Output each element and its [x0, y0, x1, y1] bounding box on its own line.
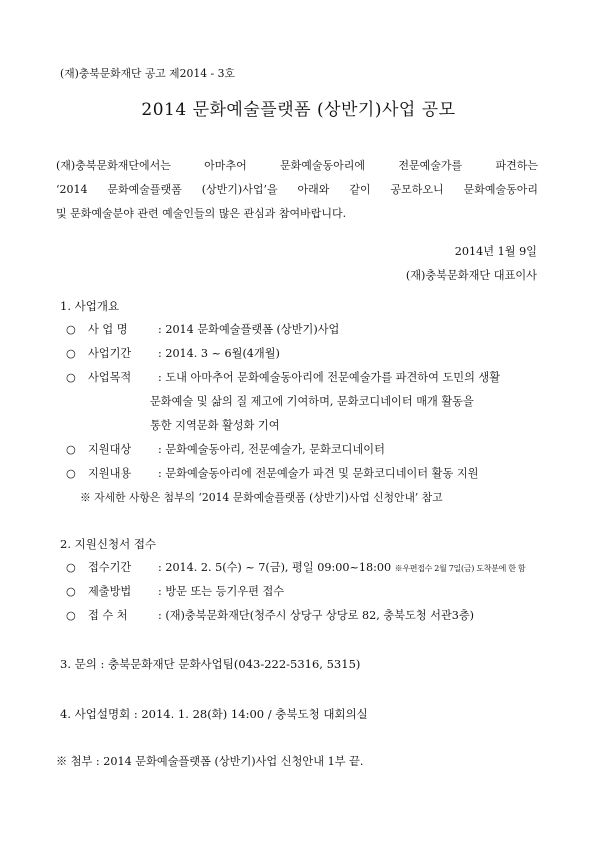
briefing-session: 4. 사업설명회 : 2014. 1. 28(화) 14:00 / 충북도청 대회의실	[60, 707, 368, 721]
mail-note: ※우편접수 2월 7일(금) 도착분에 한 함	[394, 564, 526, 573]
bullet-icon: ○	[66, 371, 76, 384]
list-item	[66, 608, 474, 624]
item-value: : 2014. 2. 5(수) ~ 7(금), 평일 09:00~18:00	[158, 561, 395, 574]
list-item	[66, 370, 500, 386]
bullet-icon: ○	[66, 585, 76, 598]
reference-note: ※ 자세한 사항은 첨부의 ‘2014 문화예술플랫폼 (상반기)사업 신청안내’ 참고	[80, 491, 443, 504]
item-label: 사 업 명	[88, 323, 128, 336]
item-label: 제출방법	[88, 585, 132, 598]
bullet-icon: ○	[66, 561, 76, 574]
bullet-icon: ○	[66, 609, 76, 622]
announcement-number: (재)충북문화재단 공고 제2014 - 3호	[60, 67, 235, 80]
item-label: 사업목적	[88, 371, 132, 384]
list-item	[66, 346, 280, 362]
list-item	[66, 442, 385, 458]
list-item	[66, 322, 339, 338]
item-label: 접 수 처	[88, 609, 128, 622]
item-value: : 도내 아마추어 문화예술동아리에 전문예술가를 파견하여 도민의 생활	[158, 371, 501, 384]
intro-line: 및 문화예술분야 관련 예술인들의 많은 관심과 참여바랍니다.	[56, 207, 347, 220]
item-label: 지원내용	[88, 467, 132, 480]
list-item	[66, 466, 478, 482]
item-value-continued: 문화예술 및 삶의 질 제고에 기여하며, 문화코디네이터 매개 활동을	[150, 395, 474, 408]
item-value: : 문화예술동아리에 전문예술가 파견 및 문화코디네이터 활동 지원	[158, 467, 479, 480]
page-title: 2014 문화예술플랫폼 (상반기)사업 공모	[141, 100, 456, 120]
item-value: : 2014. 3 ~ 6월(4개월)	[158, 347, 280, 360]
intro-line: ‘2014 문화예술플랫폼 (상반기)사업’을 아래와 같이 공모하오니 문화예술동아리	[56, 183, 538, 196]
issue-date: 2014년 1월 9일	[454, 245, 537, 258]
item-value: : 문화예술동아리, 전문예술가, 문화코디네이터	[158, 443, 385, 456]
bullet-icon: ○	[66, 467, 76, 480]
list-item	[66, 584, 284, 600]
item-value-continued: 통한 지역문화 활성화 기여	[150, 419, 280, 432]
contact-info: 3. 문의 : 충북문화재단 문화사업팀(043-222-5316, 5315)	[60, 657, 361, 671]
issuer: (재)충북문화재단 대표이사	[405, 269, 537, 282]
item-label: 접수기간	[88, 561, 132, 574]
item-value: : 방문 또는 등기우편 접수	[158, 585, 285, 598]
list-item	[66, 560, 525, 577]
attachment-note: ※ 첨부 : 2014 문화예술플랫폼 (상반기)사업 신청안내 1부 끝.	[56, 755, 364, 768]
intro-line: (재)충북문화재단에서는 아마추어 문화예술동아리에 전문예술가를 파견하는	[56, 159, 538, 172]
intro-paragraph	[56, 154, 538, 226]
section-heading: 1. 사업개요	[60, 299, 120, 313]
item-value: : (재)충북문화재단(청주시 상당구 상당로 82, 충북도청 서관3층)	[158, 609, 475, 622]
item-label: 사업기간	[88, 347, 132, 360]
item-label: 지원대상	[88, 443, 132, 456]
bullet-icon: ○	[66, 443, 76, 456]
section-heading: 2. 지원신청서 접수	[60, 537, 157, 551]
bullet-icon: ○	[66, 323, 76, 336]
item-value: : 2014 문화예술플랫폼 (상반기)사업	[158, 323, 340, 336]
bullet-icon: ○	[66, 347, 76, 360]
